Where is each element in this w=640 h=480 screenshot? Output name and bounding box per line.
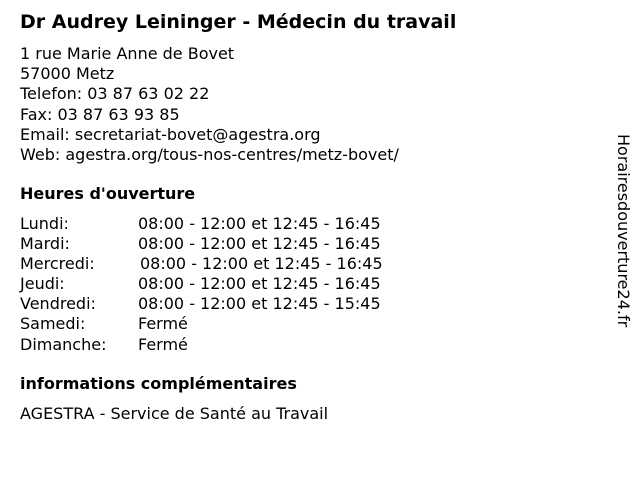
contact-block — [20, 44, 399, 165]
email-address: Email: secretariat-bovet@agestra.org — [20, 124, 321, 144]
opening-hours-table — [20, 214, 440, 355]
additional-info-text: AGESTRA - Service de Santé au Travail — [20, 404, 329, 423]
day-hours: 08:00 - 12:00 et 12:45 - 16:45 — [138, 234, 381, 254]
opening-hours-heading: Heures d'ouverture — [20, 184, 196, 203]
hours-row-wednesday — [20, 254, 440, 274]
day-label: Mercredi: — [20, 254, 95, 274]
page-title: Dr Audrey Leininger - Médecin du travail — [20, 11, 457, 33]
address-street: 1 rue Marie Anne de Bovet — [20, 44, 235, 63]
day-label: Jeudi: — [20, 274, 65, 294]
brand-watermark — [612, 134, 634, 374]
hours-row-saturday — [20, 314, 440, 334]
day-label: Mardi: — [20, 234, 70, 254]
day-label: Vendredi: — [20, 294, 96, 314]
day-label: Dimanche: — [20, 334, 107, 354]
fax-number: Fax: 03 87 63 93 85 — [20, 104, 180, 124]
additional-info-heading: informations complémentaires — [20, 374, 297, 393]
phone-number: Telefon: 03 87 63 02 22 — [20, 84, 210, 104]
hours-row-tuesday — [20, 234, 440, 254]
day-hours: 08:00 - 12:00 et 12:45 - 16:45 — [138, 274, 381, 294]
hours-row-monday — [20, 214, 440, 234]
website-url: Web: agestra.org/tous-nos-centres/metz-bovet/ — [20, 144, 399, 164]
hours-row-friday — [20, 294, 440, 314]
brand-text: Horairesdouverture24.fr — [614, 134, 633, 328]
address-city: 57000 Metz — [20, 64, 115, 84]
day-hours: 08:00 - 12:00 et 12:45 - 15:45 — [138, 294, 381, 314]
day-label: Lundi: — [20, 214, 69, 233]
day-hours: 08:00 - 12:00 et 12:45 - 16:45 — [138, 214, 381, 233]
day-label: Samedi: — [20, 314, 86, 334]
day-hours: Fermé — [138, 334, 188, 354]
day-hours: 08:00 - 12:00 et 12:45 - 16:45 — [140, 254, 383, 274]
hours-row-sunday — [20, 335, 440, 355]
day-hours: Fermé — [138, 314, 188, 334]
hours-row-thursday — [20, 274, 440, 294]
